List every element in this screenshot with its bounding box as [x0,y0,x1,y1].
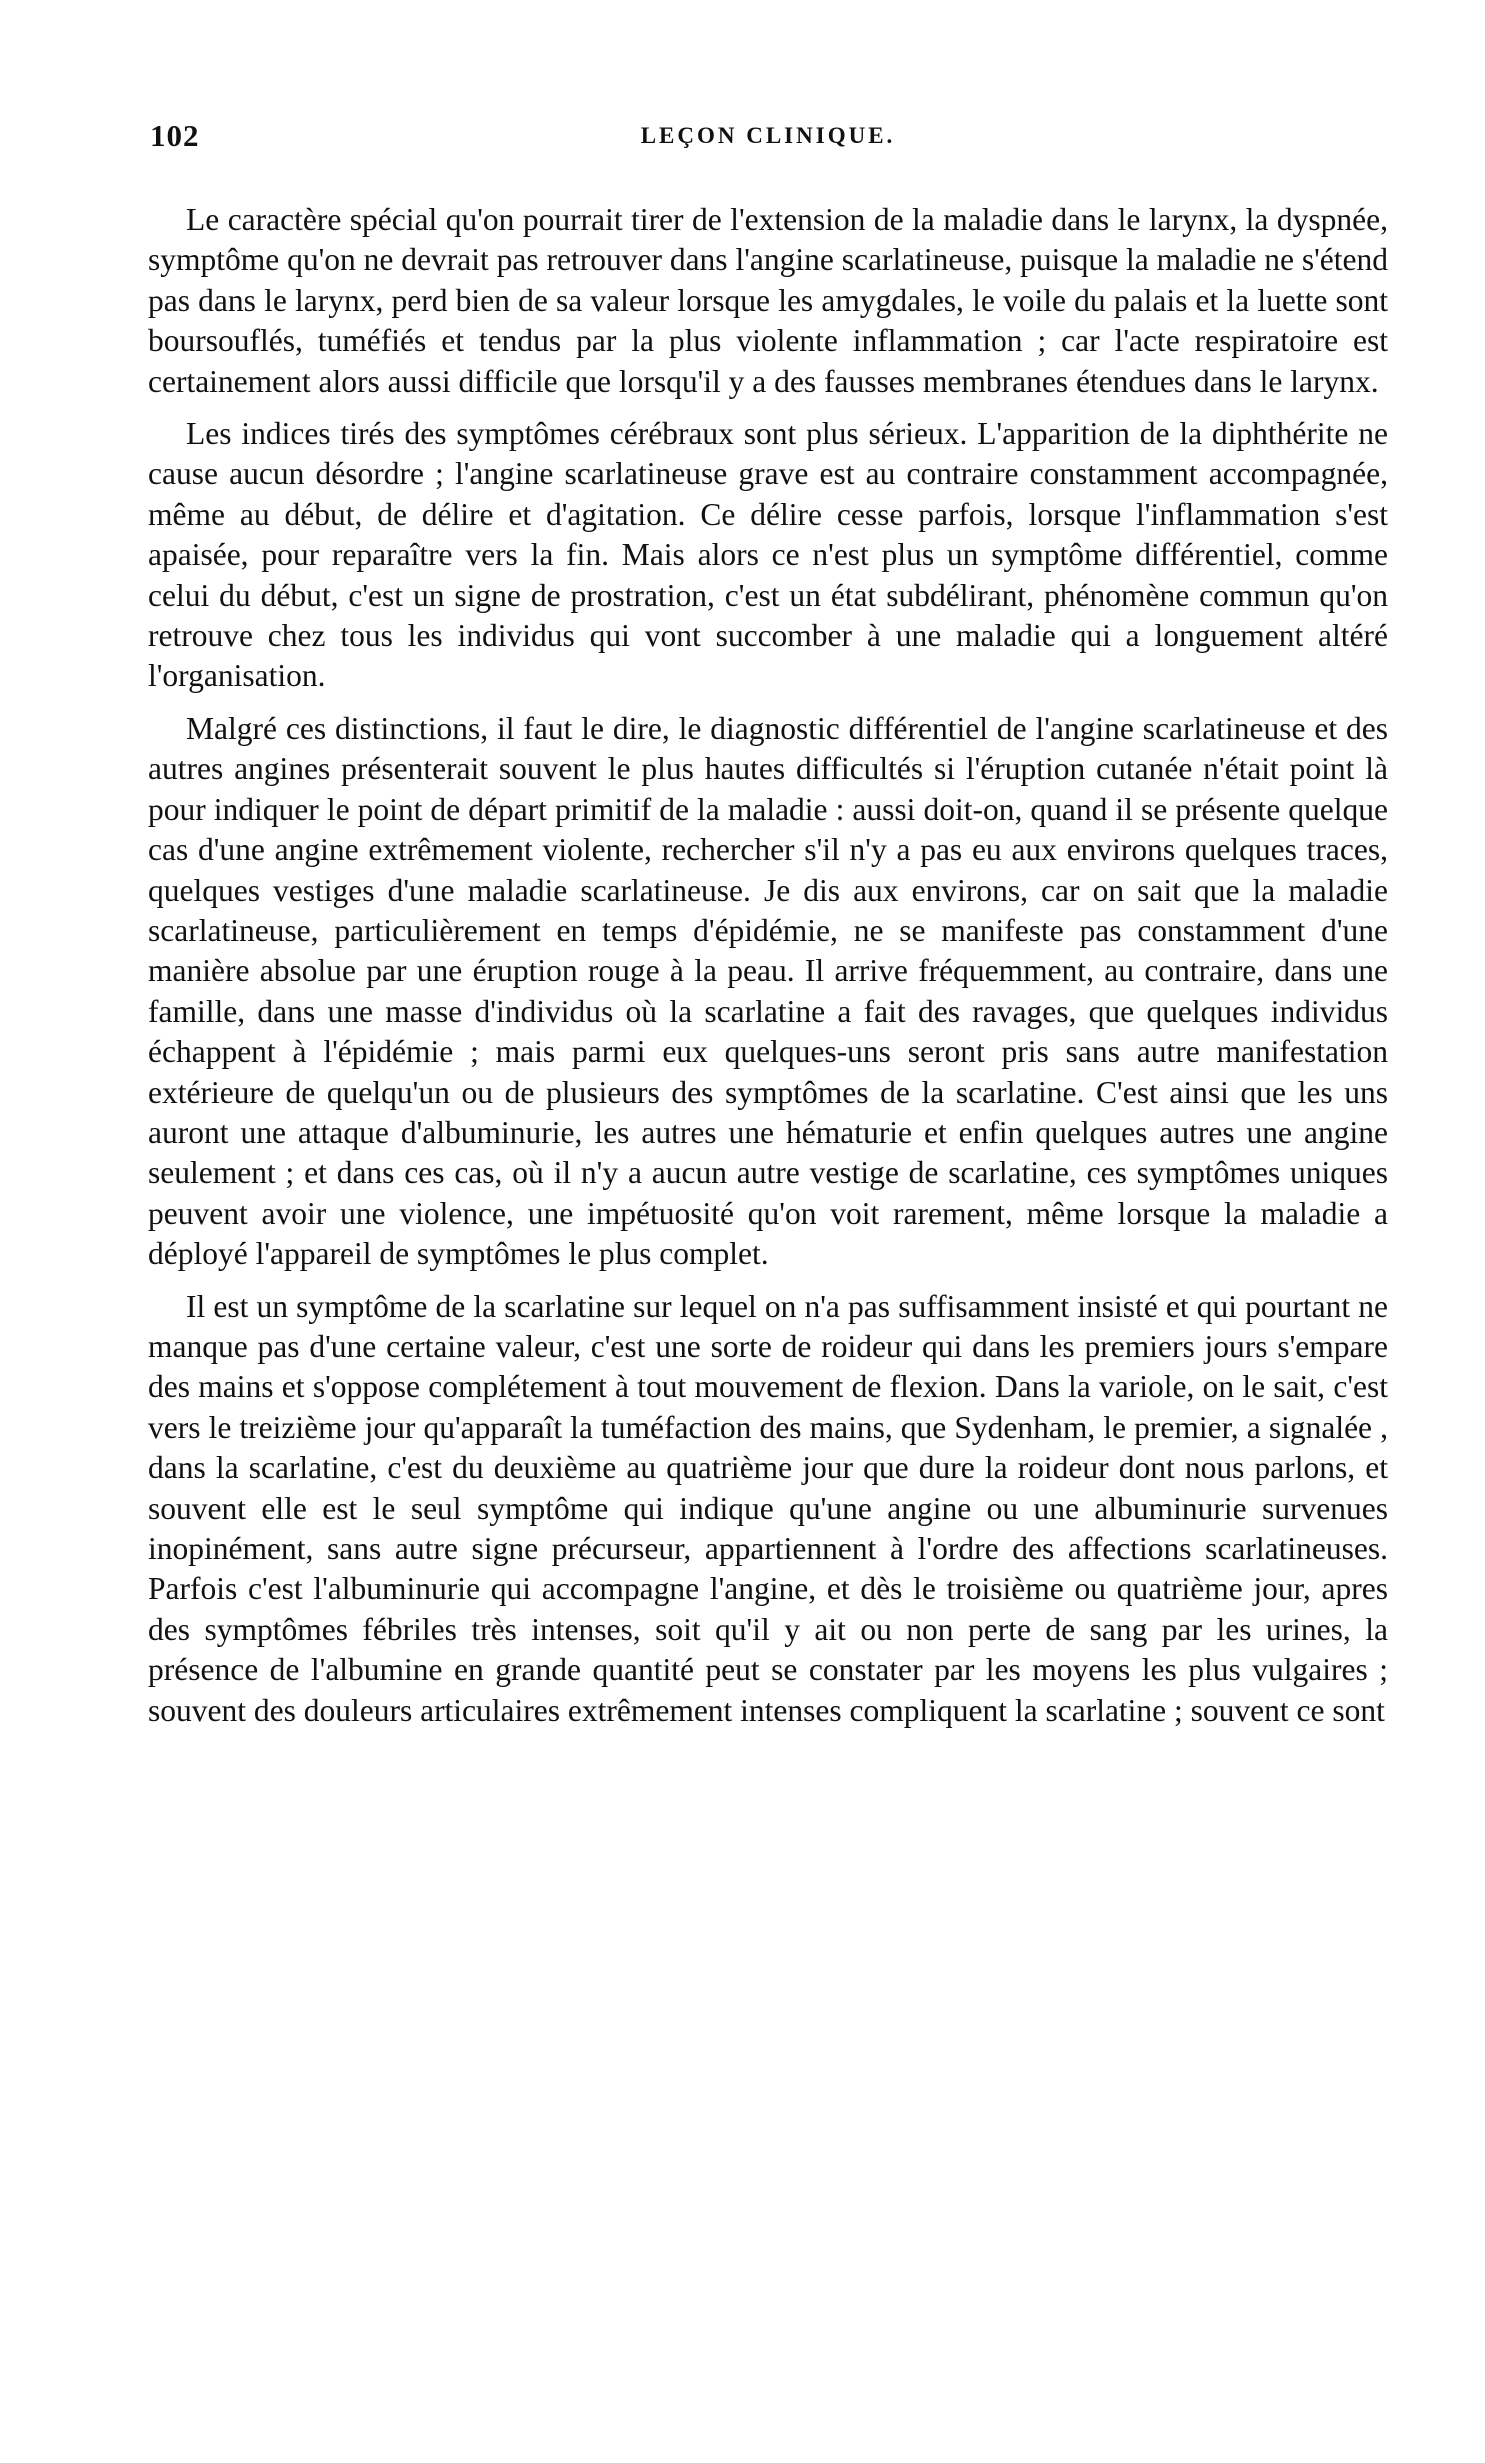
body-text [148,200,1388,1731]
paragraph: Malgré ces distinctions, il faut le dire, le diagnostic différentiel de l'angine scarlatineuse et des autres angines présenterait souvent le plus hautes difficultés si l'éruption cutanée n'était point là pour indiquer le point de départ primitif de la maladie : aussi doit-on, quand il se présente quelque cas d'une angine extrêmement violente, rechercher s'il n'y a pas eu aux environs quelques traces, quelques vestiges d'une maladie scarlatineuse. Je dis aux environs, car on sait que la maladie scarlatineuse, particulièrement en temps d'épidémie, ne se manifeste pas constamment d'une manière absolue par une éruption rouge à la peau. Il arrive fréquemment, au contraire, dans une famille, dans une masse d'individus où la scarlatine a fait des ravages, que quelques individus échappent à l'épidémie ; mais parmi eux quelques-uns seront pris sans autre manifestation extérieure de quelqu'un ou de plusieurs des symptômes de la scarlatine. C'est ainsi que les uns auront une attaque d'albuminurie, les autres une hématurie et enfin quelques autres une angine seulement ; et dans ces cas, où il n'y a aucun autre vestige de scarlatine, ces symptômes uniques peuvent avoir une violence, une impétuosité qu'on voit rarement, même lorsque la maladie a déployé l'appareil de symptômes le plus complet. [148,710,1388,1272]
paragraph: Les indices tirés des symptômes cérébraux sont plus sérieux. L'apparition de la diphthérite ne cause aucun désordre ; l'angine scarlatineuse grave est au contraire constamment accompagnée, même au début, de délire et d'agitation. Ce délire cesse parfois, lorsque l'inflammation s'est apaisée, pour reparaître vers la fin. Mais alors ce n'est plus un symptôme différentiel, comme celui du début, c'est un signe de prostration, c'est un état subdélirant, phénomène commun qu'on retrouve chez tous les individus qui vont succomber à une maladie qui a longuement altéré l'organisation. [148,416,1388,694]
paragraph: Le caractère spécial qu'on pourrait tirer de l'extension de la maladie dans le larynx, la dyspnée, symptôme qu'on ne devrait pas retrouver dans l'angine scarlatineuse, puisque la maladie ne s'étend pas dans le larynx, perd bien de sa valeur lorsque les amygdales, le voile du palais et la luette sont boursouflés, tuméfiés et tendus par la plus violente inflammation ; car l'acte respiratoire est certainement alors aussi difficile que lorsqu'il y a des fausses membranes étendues dans le larynx. [148,202,1388,399]
running-head [148,118,1388,166]
paragraph: Il est un symptôme de la scarlatine sur lequel on n'a pas suffisamment insisté et qui pourtant ne manque pas d'une certaine valeur, c'est une sorte de roideur qui dans les premiers jours s'empare des mains et s'oppose complétement à tout mouvement de flexion. Dans la variole, on le sait, c'est vers le treizième jour qu'apparaît la tuméfaction des mains, que Sydenham, le premier, a signalée , dans la scarlatine, c'est du deuxième au quatrième jour que dure la roideur dont nous parlons, et souvent elle est le seul symptôme qui indique qu'une angine ou une albuminurie survenues inopinément, sans autre signe précurseur, appartiennent à l'ordre des affections scarlatineuses. Parfois c'est l'albuminurie qui accompagne l'angine, et dès le troisième ou quatrième jour, apres des symptômes fébriles très intenses, soit qu'il y ait ou non perte de sang par les urines, la présence de l'albumine en grande quantité peut se constater par les moyens les plus vulgaires ; souvent des douleurs articulaires extrêmement intenses compliquent la scarlatine ; souvent ce sont [148,1288,1388,1728]
page-number: 102 [150,118,200,153]
running-title: LEÇON CLINIQUE. [640,123,896,148]
book-page [148,118,1388,1731]
